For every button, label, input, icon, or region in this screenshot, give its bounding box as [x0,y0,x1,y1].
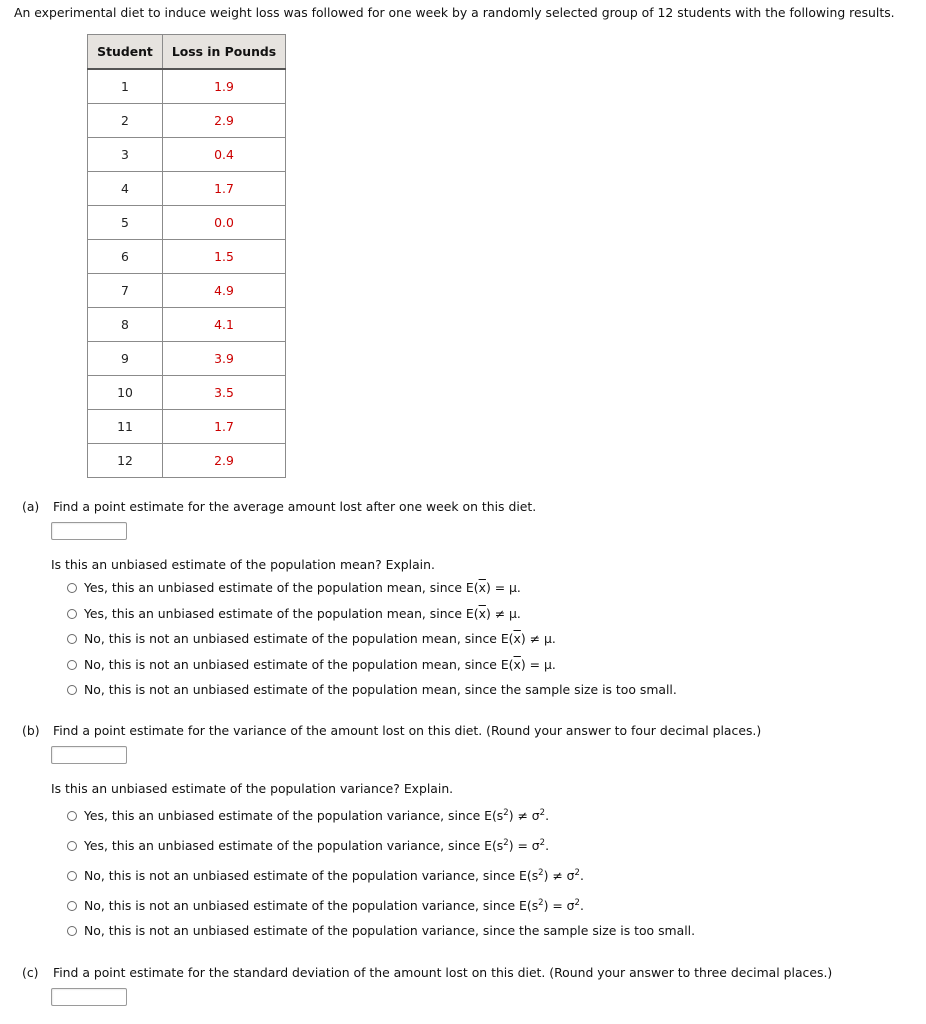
radio-button[interactable] [67,634,77,644]
table-row [88,69,286,104]
loss-cell: 1.5 [163,240,286,274]
part-a-option-1[interactable] [67,580,521,595]
table-row [88,104,286,138]
loss-cell: 3.5 [163,376,286,410]
part-a-prompt [22,499,536,514]
part-c-stddev-input[interactable] [51,988,127,1006]
part-c-prompt [22,965,832,980]
loss-cell: 4.9 [163,274,286,308]
table-row [88,172,286,206]
part-c-tag: (c) [22,965,39,980]
table-row [88,342,286,376]
table-row [88,274,286,308]
part-a-tag: (a) [22,499,40,514]
part-b-variance-input[interactable] [51,746,127,764]
student-cell: 5 [88,206,163,240]
radio-button[interactable] [67,901,77,911]
loss-cell: 2.9 [163,104,286,138]
weight-loss-table [87,34,286,478]
header-student: Student [88,35,163,70]
header-loss: Loss in Pounds [163,35,286,70]
part-b-option-3[interactable] [67,868,584,883]
part-b-prompt-text: Find a point estimate for the variance of the amount lost on this diet. (Round your answer to four decimal places.) [53,723,762,738]
option-text: No, this is not an unbiased estimate of the population mean, since the sample size is too small. [84,682,677,697]
option-text: No, this is not an unbiased estimate of the population variance, since the sample size is too small. [84,923,696,938]
student-cell: 11 [88,410,163,444]
student-cell: 12 [88,444,163,478]
option-text: No, this is not an unbiased estimate of the population variance, since $E(s^2) = \sigma^2$. [84,898,584,913]
part-a-option-2[interactable] [67,606,521,621]
option-text: Yes, this an unbiased estimate of the population mean, since $E(\overline{x}) = \mu$. [84,580,521,595]
part-a-question: Is this an unbiased estimate of the population mean? Explain. [51,557,435,572]
option-text: Yes, this an unbiased estimate of the population variance, since $E(s^2) \ne \sigma^2$. [84,808,550,823]
option-text: No, this is not an unbiased estimate of the population mean, since $E(\overline{x}) = \mu$. [84,657,556,672]
part-a-mean-input[interactable] [51,522,127,540]
student-cell: 4 [88,172,163,206]
loss-cell: 0.4 [163,138,286,172]
radio-button[interactable] [67,583,77,593]
radio-button[interactable] [67,871,77,881]
part-a-prompt-text: Find a point estimate for the average amount lost after one week on this diet. [53,499,537,514]
radio-button[interactable] [67,926,77,936]
part-b-option-5[interactable] [67,923,695,938]
table-row [88,308,286,342]
radio-button[interactable] [67,685,77,695]
loss-cell: 4.1 [163,308,286,342]
table-row [88,410,286,444]
part-b-tag: (b) [22,723,40,738]
student-cell: 2 [88,104,163,138]
radio-button[interactable] [67,609,77,619]
loss-cell: 1.7 [163,172,286,206]
option-text: No, this is not an unbiased estimate of the population mean, since $E(\overline{x}) \ne \mu$. [84,631,556,646]
problem-intro: An experimental diet to induce weight loss was followed for one week by a randomly selected group of 12 students with the following results. [14,5,895,20]
table-row [88,444,286,478]
radio-button[interactable] [67,811,77,821]
student-cell: 1 [88,69,163,104]
loss-cell: 0.0 [163,206,286,240]
table-row [88,206,286,240]
radio-button[interactable] [67,660,77,670]
part-c-prompt-text: Find a point estimate for the standard deviation of the amount lost on this diet. (Round your answer to three decimal places.) [53,965,833,980]
table-row [88,138,286,172]
loss-cell: 1.7 [163,410,286,444]
table-row [88,240,286,274]
part-b-option-4[interactable] [67,898,584,913]
student-cell: 3 [88,138,163,172]
table-row [88,376,286,410]
part-a-option-4[interactable] [67,657,556,672]
student-cell: 8 [88,308,163,342]
loss-cell: 2.9 [163,444,286,478]
part-b-question: Is this an unbiased estimate of the population variance? Explain. [51,781,454,796]
radio-button[interactable] [67,841,77,851]
student-cell: 9 [88,342,163,376]
part-a-option-5[interactable] [67,682,677,697]
loss-cell: 1.9 [163,69,286,104]
part-a-option-3[interactable] [67,631,556,646]
option-text: Yes, this an unbiased estimate of the population mean, since $E(\overline{x}) \ne \mu$. [84,606,521,621]
student-cell: 10 [88,376,163,410]
part-b-option-2[interactable] [67,838,549,853]
student-cell: 6 [88,240,163,274]
loss-cell: 3.9 [163,342,286,376]
part-b-prompt [22,723,761,738]
option-text: Yes, this an unbiased estimate of the population variance, since $E(s^2) = \sigma^2$. [84,838,550,853]
option-text: No, this is not an unbiased estimate of the population variance, since $E(s^2) \ne \sigma^2$. [84,868,584,883]
part-b-option-1[interactable] [67,808,549,823]
student-cell: 7 [88,274,163,308]
